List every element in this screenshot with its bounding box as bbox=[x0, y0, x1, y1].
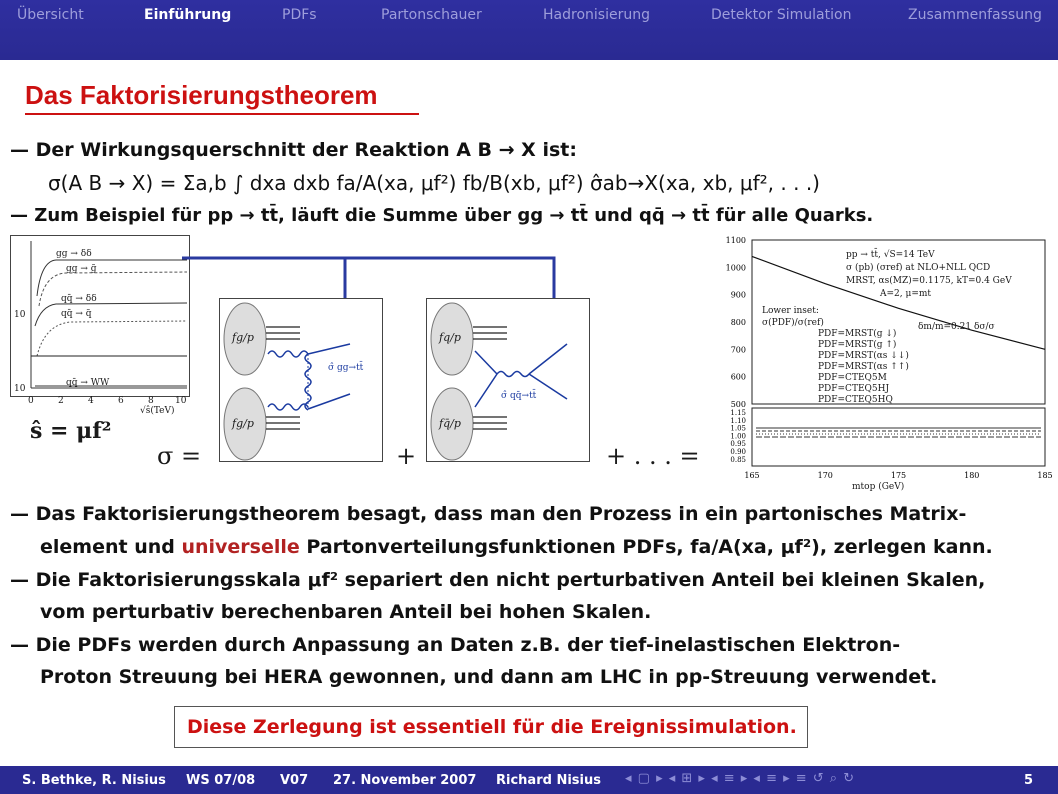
nav-einfuehrung[interactable]: Einführung bbox=[144, 7, 232, 23]
footer-lecture: V07 bbox=[280, 773, 309, 788]
left-plot-xtick-0: 0 bbox=[28, 396, 34, 406]
chart-ytick-inset-5: 0.90 bbox=[730, 448, 746, 456]
left-plot-curve-gg-dd bbox=[37, 260, 187, 296]
chart-ytick-inset-1: 1.10 bbox=[730, 416, 746, 425]
left-plot-label-1: gg → g̃ bbox=[66, 264, 97, 274]
left-plot-xtick-1: 2 bbox=[58, 396, 64, 406]
nav-hadronisierung[interactable]: Hadronisierung bbox=[543, 7, 650, 23]
chart-ytick-main-3: 800 bbox=[730, 318, 746, 327]
chart-legend-1: PDF=MRST(g ↑) bbox=[818, 340, 897, 350]
chart-ytick-inset-0: 1.15 bbox=[730, 409, 746, 417]
chart-xtick-4: 185 bbox=[1037, 471, 1052, 480]
chart-legend-3: PDF=MRST(αs ↑↑) bbox=[818, 362, 909, 372]
ttbar-cross-section-chart bbox=[712, 232, 1052, 494]
nav-detektor-simulation[interactable]: Detektor Simulation bbox=[711, 7, 852, 23]
callout-box bbox=[174, 706, 808, 748]
bottom-footer-bar bbox=[0, 766, 1058, 794]
footer-page-number: 5 bbox=[1024, 773, 1034, 788]
navigation-controls-icon[interactable]: ◂ ▢ ▸ ◂ ⊞ ▸ ◂ ≡ ▸ ◂ ≡ ▸ ≡ ↺ ⌕ ↻ bbox=[625, 771, 856, 786]
chart-xlabel: mtop (GeV) bbox=[852, 482, 905, 492]
text-line-theorem-1: — Das Faktorisierungstheorem besagt, dass man den Prozess in ein partonisches Matrix- bbox=[10, 503, 967, 525]
quark-fqp-top: fq/p bbox=[439, 331, 461, 344]
chart-ytick-inset-3: 1.00 bbox=[730, 432, 746, 441]
chart-ytick-main-6: 500 bbox=[730, 400, 746, 409]
footer-speaker: Richard Nisius bbox=[496, 773, 601, 788]
factorization-formula: σ(A B → X) = Σa,b ∫ dxa dxb fa/A(xa, μf²) fb/B(xb, μf²) σ̂ab→X(xa, xb, μf², . . .) bbox=[48, 171, 820, 195]
footer-term: WS 07/08 bbox=[186, 773, 256, 788]
gluon-fgp-top: fg/p bbox=[232, 331, 254, 344]
left-plot-xtick-5: 10 bbox=[175, 396, 187, 406]
nav-pdfs[interactable]: PDFs bbox=[282, 7, 317, 23]
chart-xtick-1: 170 bbox=[817, 471, 833, 480]
gluon-fusion-diagram bbox=[219, 298, 383, 462]
chart-annotation-4: Lower inset: bbox=[762, 306, 819, 316]
chart-annotation-3: δm/m=0.21 δσ/σ bbox=[918, 322, 995, 332]
top-navigation-bar bbox=[0, 0, 1058, 60]
text-line-theorem-2 bbox=[40, 536, 993, 558]
chart-xtick-2: 175 bbox=[890, 471, 907, 480]
nav-partonschauer[interactable]: Partonschauer bbox=[381, 7, 482, 23]
theorem-2-start: element und bbox=[40, 536, 182, 558]
theorem-2-universal: universelle bbox=[181, 536, 300, 558]
sigma-equals: σ = bbox=[157, 442, 202, 470]
text-line-pdf-1: — Die PDFs werden durch Anpassung an Daten z.B. der tief-inelastischen Elektron- bbox=[10, 634, 901, 656]
chart-ytick-main-2: 900 bbox=[730, 290, 746, 300]
chart-annotation-2: A=2, μ=mt bbox=[880, 289, 932, 299]
left-cross-section-plot bbox=[10, 235, 190, 397]
chart-annotation-0: σ (pb) (σref) at NLO+NLL QCD bbox=[846, 263, 991, 273]
chart-ytick-main-0: 1100 bbox=[725, 236, 746, 245]
theorem-2-end: Partonverteilungsfunktionen PDFs, fa/A(xa, μf²), zerlegen kann. bbox=[299, 536, 993, 558]
left-plot-label-3: qq̄ → q̃ bbox=[61, 309, 92, 319]
chart-title: pp → tt̄, √S=14 TeV bbox=[846, 250, 935, 260]
gluon-subprocess-label: σ̂ gg→tt̄ bbox=[328, 363, 364, 373]
chart-xtick-0: 165 bbox=[744, 471, 760, 480]
plus-dots-equals: + . . . = bbox=[606, 442, 700, 470]
nav-zusammenfassung[interactable]: Zusammenfassung bbox=[908, 7, 1042, 23]
left-plot-ytick-1: 10 bbox=[14, 384, 26, 394]
chart-ytick-inset-4: 0.95 bbox=[730, 440, 746, 449]
plus-sign: + bbox=[396, 442, 417, 470]
left-plot-curve-qq-dd bbox=[35, 303, 187, 326]
chart-legend-6: PDF=CTEQ5HQ bbox=[818, 395, 893, 405]
quark-diagram-svg bbox=[427, 299, 589, 461]
chart-annotation-1: MRST, αs(MZ)=0.1175, kT=0.4 GeV bbox=[846, 276, 1012, 286]
text-line-cross-section: — Der Wirkungsquerschnitt der Reaktion A B → X ist: bbox=[10, 139, 577, 161]
text-line-scale-1: — Die Faktorisierungsskala μf² separiert den nicht perturbativen Anteil bei kleinen Skalen, bbox=[10, 569, 986, 591]
nav-uebersicht[interactable]: Übersicht bbox=[17, 7, 84, 23]
chart-legend-0: PDF=MRST(g ↓) bbox=[818, 329, 897, 339]
left-plot-ytick-0: 10 bbox=[14, 310, 26, 320]
left-plot-xtick-4: 8 bbox=[148, 396, 154, 406]
shat-equation: ŝ = μf² bbox=[30, 418, 112, 444]
gluon-fgp-bottom: fg/p bbox=[232, 417, 254, 430]
left-plot-label-2: qq̄ → δδ bbox=[61, 294, 97, 304]
chart-ytick-inset-2: 1.05 bbox=[730, 424, 746, 433]
text-line-pdf-2: Proton Streuung bei HERA gewonnen, und dann am LHC in pp-Streuung verwendet. bbox=[40, 666, 938, 688]
quark-subprocess-label: σ̂ qq̄→tt̄ bbox=[501, 391, 537, 401]
footer-date: 27. November 2007 bbox=[333, 773, 477, 788]
left-plot-xtick-2: 4 bbox=[88, 396, 94, 406]
callout-text: Diese Zerlegung ist essentiell für die Ereignissimulation. bbox=[187, 716, 797, 738]
title-underline bbox=[25, 113, 419, 115]
quark-annihilation-diagram bbox=[426, 298, 590, 462]
text-line-example: — Zum Beispiel für pp → tt̄, läuft die Summe über gg → tt̄ und qq̄ → tt̄ für alle Quarks. bbox=[10, 205, 874, 226]
chart-ytick-main-5: 600 bbox=[730, 372, 746, 382]
chart-annotation-5: σ(PDF)/σ(ref) bbox=[762, 318, 824, 328]
gluon-diagram-svg bbox=[220, 299, 382, 461]
quark-fqbarp-bottom: fq̄/p bbox=[439, 417, 461, 430]
chart-legend-4: PDF=CTEQ5M bbox=[818, 373, 887, 383]
left-plot-xtick-3: 6 bbox=[118, 396, 124, 406]
left-plot-label-0: gg → δδ bbox=[56, 249, 92, 259]
chart-legend-2: PDF=MRST(αs ↓↓) bbox=[818, 351, 909, 361]
slide-title: Das Faktorisierungstheorem bbox=[25, 80, 378, 110]
left-plot-xlabel: √ŝ(TeV) bbox=[140, 406, 175, 416]
chart-xtick-3: 180 bbox=[964, 471, 980, 480]
chart-ytick-main-4: 700 bbox=[730, 345, 746, 355]
left-plot-label-4: qq̄ → WW bbox=[66, 378, 110, 388]
chart-ytick-main-1: 1000 bbox=[725, 263, 746, 273]
text-line-scale-2: vom perturbativ berechenbaren Anteil bei hohen Skalen. bbox=[40, 601, 652, 623]
chart-legend-5: PDF=CTEQ5HJ bbox=[818, 384, 890, 394]
chart-ytick-inset-6: 0.85 bbox=[730, 455, 746, 464]
footer-authors: S. Bethke, R. Nisius bbox=[22, 773, 166, 788]
left-plot-svg bbox=[11, 236, 189, 396]
left-plot-curve-qq-q bbox=[37, 321, 187, 356]
